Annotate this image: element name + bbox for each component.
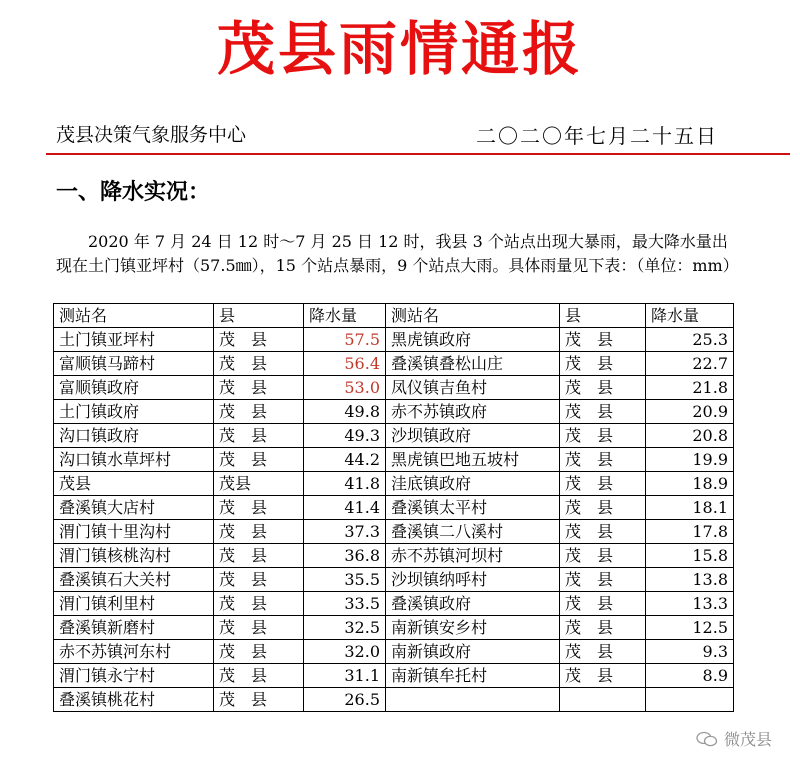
table-row [54, 664, 734, 688]
table-row [54, 328, 734, 352]
rainfall-table [53, 303, 734, 712]
report-date: 二〇二〇年七月二十五日 [476, 124, 718, 148]
county-cell: 茂 县 [560, 424, 646, 448]
county-cell: 茂 县 [214, 616, 304, 640]
station-cell: 渭门镇十里沟村 [54, 520, 214, 544]
station-cell: 叠溪镇桃花村 [54, 688, 214, 712]
station-cell: 渭门镇利里村 [54, 592, 214, 616]
station-cell: 叠溪镇石大关村 [54, 568, 214, 592]
rainfall-cell: 32.0 [304, 640, 386, 664]
station-cell: 赤不苏镇政府 [386, 400, 560, 424]
rainfall-cell: 12.5 [646, 616, 734, 640]
rainfall-cell: 36.8 [304, 544, 386, 568]
station-cell: 叠溪镇新磨村 [54, 616, 214, 640]
station-cell: 凤仪镇吉鱼村 [386, 376, 560, 400]
station-cell: 赤不苏镇河坝村 [386, 544, 560, 568]
station-cell: 南新镇牟托村 [386, 664, 560, 688]
station-cell: 沟口镇水草坪村 [54, 448, 214, 472]
station-cell: 富顺镇马蹄村 [54, 352, 214, 376]
rainfall-cell: 44.2 [304, 448, 386, 472]
station-cell: 叠溪镇大店村 [54, 496, 214, 520]
station-cell: 南新镇安乡村 [386, 616, 560, 640]
rainfall-cell: 56.4 [304, 352, 386, 376]
station-cell: 黑虎镇巴地五坡村 [386, 448, 560, 472]
header-rainfall: 降水量 [304, 304, 386, 328]
county-cell: 茂 县 [560, 328, 646, 352]
table-row [54, 352, 734, 376]
county-cell: 茂 县 [560, 400, 646, 424]
section-heading: 一、降水实况： [56, 180, 211, 205]
county-cell: 茂 县 [214, 592, 304, 616]
county-cell: 茂 县 [214, 568, 304, 592]
county-cell: 茂 县 [214, 400, 304, 424]
station-cell: 沙坝镇纳呼村 [386, 568, 560, 592]
station-cell: 渭门镇永宁村 [54, 664, 214, 688]
rainfall-cell: 37.3 [304, 520, 386, 544]
county-cell: 茂 县 [560, 496, 646, 520]
table-row [54, 544, 734, 568]
rainfall-cell: 26.5 [304, 688, 386, 712]
header-station: 测站名 [54, 304, 214, 328]
rainfall-cell: 49.8 [304, 400, 386, 424]
rainfall-cell: 13.8 [646, 568, 734, 592]
county-cell: 茂 县 [214, 688, 304, 712]
county-cell: 茂 县 [214, 424, 304, 448]
header-station: 测站名 [386, 304, 560, 328]
rainfall-cell: 31.1 [304, 664, 386, 688]
header-rainfall: 降水量 [646, 304, 734, 328]
county-cell: 茂 县 [560, 568, 646, 592]
summary-paragraph: 2020 年 7 月 24 日 12 时～7 月 25 日 12 时，我县 3 个站点出现大暴雨，最大降水量出现在土门镇亚坪村（57.5㎜），15 个站点暴雨，9 个站点大雨。具体雨量见下表：（单位：mm） [56, 232, 739, 275]
station-cell: 叠溪镇二八溪村 [386, 520, 560, 544]
rainfall-cell: 21.8 [646, 376, 734, 400]
county-cell: 茂 县 [560, 592, 646, 616]
rainfall-cell: 20.9 [646, 400, 734, 424]
station-cell: 茂县 [54, 472, 214, 496]
rainfall-cell: 33.5 [304, 592, 386, 616]
table-row [54, 376, 734, 400]
station-cell: 渭门镇核桃沟村 [54, 544, 214, 568]
station-cell: 富顺镇政府 [54, 376, 214, 400]
county-cell [560, 688, 646, 712]
station-cell: 黑虎镇政府 [386, 328, 560, 352]
table-row [54, 472, 734, 496]
rainfall-cell: 20.8 [646, 424, 734, 448]
county-cell: 茂 县 [214, 664, 304, 688]
county-cell: 茂 县 [560, 352, 646, 376]
county-cell: 茂 县 [560, 544, 646, 568]
table-row [54, 568, 734, 592]
county-cell: 茂 县 [560, 376, 646, 400]
table-row [54, 616, 734, 640]
rainfall-cell: 32.5 [304, 616, 386, 640]
table-row [54, 496, 734, 520]
county-cell: 茂 县 [214, 640, 304, 664]
county-cell: 茂 县 [214, 328, 304, 352]
table-row [54, 592, 734, 616]
rainfall-cell: 18.1 [646, 496, 734, 520]
rainfall-cell: 41.8 [304, 472, 386, 496]
station-cell: 叠溪镇叠松山庄 [386, 352, 560, 376]
county-cell: 茂 县 [214, 544, 304, 568]
county-cell: 茂 县 [214, 352, 304, 376]
rainfall-cell: 19.9 [646, 448, 734, 472]
county-cell: 茂 县 [214, 376, 304, 400]
station-cell: 洼底镇政府 [386, 472, 560, 496]
county-cell: 茂 县 [560, 472, 646, 496]
station-cell: 赤不苏镇河东村 [54, 640, 214, 664]
county-cell: 茂 县 [560, 640, 646, 664]
header-divider [46, 153, 790, 155]
header-county: 县 [560, 304, 646, 328]
rainfall-cell [646, 688, 734, 712]
county-cell: 茂 县 [560, 664, 646, 688]
rainfall-cell: 41.4 [304, 496, 386, 520]
county-cell: 茂 县 [214, 520, 304, 544]
station-cell: 叠溪镇政府 [386, 592, 560, 616]
county-cell: 茂县 [214, 472, 304, 496]
station-cell: 土门镇政府 [54, 400, 214, 424]
rainfall-cell: 49.3 [304, 424, 386, 448]
wechat-watermark [696, 727, 772, 750]
watermark-text: 微茂县 [723, 730, 772, 749]
rainfall-cell: 53.0 [304, 376, 386, 400]
table-row [54, 424, 734, 448]
rainfall-cell: 17.8 [646, 520, 734, 544]
rainfall-cell: 25.3 [646, 328, 734, 352]
rainfall-table-body [54, 304, 734, 712]
report-title: 茂县雨情通报 [216, 15, 583, 83]
wechat-icon [696, 731, 718, 747]
county-cell: 茂 县 [560, 448, 646, 472]
station-cell: 沙坝镇政府 [386, 424, 560, 448]
rainfall-cell: 35.5 [304, 568, 386, 592]
station-cell: 土门镇亚坪村 [54, 328, 214, 352]
county-cell: 茂 县 [214, 496, 304, 520]
rainfall-cell: 22.7 [646, 352, 734, 376]
organization-name: 茂县决策气象服务中心 [56, 124, 247, 146]
station-cell: 叠溪镇太平村 [386, 496, 560, 520]
county-cell: 茂 县 [560, 520, 646, 544]
rainfall-cell: 9.3 [646, 640, 734, 664]
station-cell: 南新镇政府 [386, 640, 560, 664]
table-header-row [54, 304, 734, 328]
rainfall-cell: 18.9 [646, 472, 734, 496]
table-row [54, 448, 734, 472]
county-cell: 茂 县 [560, 616, 646, 640]
station-cell [386, 688, 560, 712]
station-cell: 沟口镇政府 [54, 424, 214, 448]
rainfall-cell: 13.3 [646, 592, 734, 616]
rainfall-cell: 8.9 [646, 664, 734, 688]
rainfall-cell: 15.8 [646, 544, 734, 568]
header-county: 县 [214, 304, 304, 328]
table-row [54, 688, 734, 712]
table-row [54, 520, 734, 544]
table-row [54, 400, 734, 424]
county-cell: 茂 县 [214, 448, 304, 472]
table-row [54, 640, 734, 664]
rainfall-cell: 57.5 [304, 328, 386, 352]
